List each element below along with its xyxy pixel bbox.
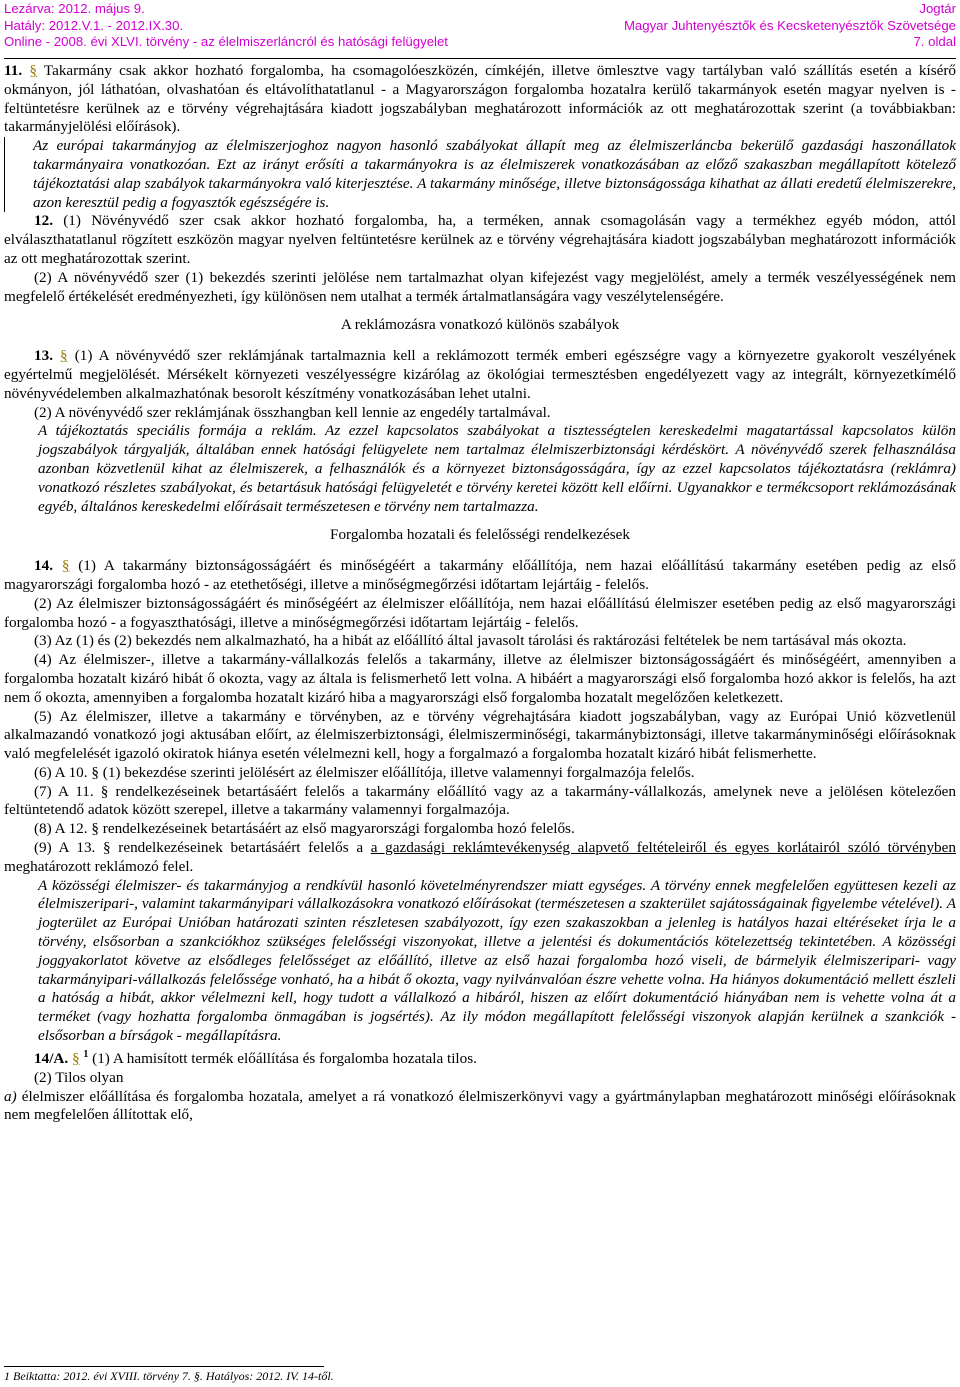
section-number: 14/A.	[34, 1049, 69, 1067]
header-brand: Jogtár	[919, 1, 956, 16]
section-14-paragraph-8: (8) A 12. § rendelkezéseinek betartásáért az első magyarországi forgalomba hozó felelős.	[34, 820, 575, 838]
header-right	[624, 1, 956, 51]
section-14-paragraph-4: (4) Az élelmiszer-, illetve a takarmány-vállalkozás felelős a takarmány, illetve az élelmiszer biztonságosságáért és minőségéért, amennyiben a forgalomba hozatalt kizáró hibát ő okozta, vagy az általa is felismerhető lett volna. A hibáért a magyarországi első forgalomba hozó akkor is felelős, ha azt nem ő okozta, amennyiben a forgalomba hozatalt kizáró hiba a magyarországi első forgalomba hozatalt megelőzően keletkezett.	[4, 651, 956, 706]
section-link[interactable]: §	[71, 1049, 80, 1067]
section-11-paragraph	[4, 62, 956, 137]
paragraph-text: (9) A 13. § rendelkezéseinek betartásáért felelős a	[34, 839, 371, 857]
section-14-paragraph-6: (6) A 10. § (1) bekezdése szerinti jelölésért az élelmiszer előállítója, illetve valamennyi forgalmazója felelős.	[34, 763, 695, 781]
footnote-rule	[4, 1366, 324, 1367]
section-14-paragraph-2: (2) Az élelmiszer biztonságosságáért és minőségéért az élelmiszer előállítója, nem hazai előállítású élelmiszer esetében pedig az első magyarországi forgalomba hozó - a fogyaszthatósági, illetve a minőségmegőrzési időtartam lejártáig - felelős.	[4, 594, 956, 631]
section-14-paragraph-9	[4, 839, 956, 877]
header-rule	[4, 58, 956, 59]
point-label: a)	[4, 1087, 17, 1105]
section-13-paragraph-1	[4, 347, 956, 403]
section-number: 13.	[34, 347, 53, 365]
section-link[interactable]: §	[60, 347, 68, 365]
section-14-paragraph-3: (3) Az (1) és (2) bekezdés nem alkalmazható, ha a hibát az előállító által javasolt tárolási és raktározási feltételek be nem tartásával más okozta.	[34, 632, 907, 650]
point-text: élelmiszer előállítása és forgalomba hozatala, amelyet a rá vonatkozó élelmiszerkönyvi vagy a gyártmánylapban meghatározott minőségi előírásoknak nem megfelelően állítottak elő,	[4, 1087, 956, 1124]
section-text: Takarmány csak akkor hozható forgalomba, ha csomagolóeszközén, címkéjén, illetve ömlesztve vagy tartályban való szállítás esetén a kísérő okmányon, jól láthatóan, olvashatóan és eltávolíthatatlanul - a Magyarországon forgalomba hozatalra kerülő takarmányok esetén magyar nyelven is - feltüntetésre kerülnek az e törvény végrehajtására kiadott jogszabályban meghatározott információk az ott meghatározottak szerint (a továbbiakban: takarmányjelölési előírások).	[4, 62, 956, 136]
section-text: (1) A takarmány biztonságosságáért és minőségéért a takarmány előállítója, nem hazai előállítású takarmány esetében pedig az első magyarországi forgalomba hozó - az etethetőségi, illetve a minőségmegőrzési időtartam lejártáig - felelős.	[4, 557, 957, 593]
section-number: 14.	[34, 557, 53, 575]
section-14a-point-a	[4, 1088, 956, 1126]
section-14a-paragraph-1	[4, 1046, 956, 1069]
document-body	[4, 62, 956, 1125]
section-number: 11.	[4, 62, 23, 79]
paragraph-text: meghatározott reklámozó felel.	[4, 857, 194, 875]
section-14-paragraph-7: (7) A 11. § rendelkezéseinek betartásáért felelős a takarmány előállító vagy az a takarmány-vállalkozás, amelynek neve a jelölésen kötelezően feltüntetendő adatok között szerepel, illetve a takarmány valamennyi forgalmazója.	[4, 782, 956, 819]
referenced-law-link[interactable]: a gazdasági reklámtevékenység alapvető feltételeiről és egyes korlátairól szóló törvényben	[370, 839, 956, 857]
footnote-reference[interactable]: 1	[83, 1048, 89, 1060]
header-law-title: Online - 2008. évi XLVI. törvény - az élelmiszerláncról és hatósági felügyelet	[4, 34, 448, 49]
section-14-paragraph-5: (5) Az élelmiszer, illetve a takarmány e törvényben, az e törvény végrehajtására kiadott jogszabályban, vagy az Európai Unió közvetlenül alkalmazandó vonatkozó jogi aktusában előírt, az élelmiszerbiztonsági, élelmiszerminőségi, takarmánybiztonsági, illetve takarmányminőségi előírásoknak való megfelelését igazoló okiratok hiánya esetén vélelmezni kell, hogy a forgalmazó a forgalomba hozatalt kizáró hibát felismerhette.	[4, 707, 956, 763]
section-12-paragraph-2: (2) A növényvédő szer (1) bekezdés szerinti jelölése nem tartalmazhat olyan kifejezést vagy megjelölést, amely a termék veszélyességének nem megfelelő értékelését eredményezheti, így különösen nem utalhat a termék ártalmatlanságára vagy veszélytelenségére.	[4, 268, 956, 305]
section-text: (1) Növényvédő szer csak akkor hozható forgalomba, ha, a terméken, annak csomagolásán vagy a termékhez egyéb módon, attól elválaszthatatlanul rögzített eszközön magyar nyelven feltüntetésre kerülnek az e törvény végrehajtására kiadott jogszabályban meghatározott információk az ott meghatározottak szerint.	[4, 212, 956, 267]
section-14a-paragraph-2: (2) Tilos olyan	[34, 1068, 124, 1086]
section-13-paragraph-2: (2) A növényvédő szer reklámjának összhangban kell lennie az engedély tartalmával.	[34, 403, 551, 421]
section-number: 12.	[34, 212, 53, 230]
subheading-advertising: A reklámozásra vonatkozó különös szabályok	[340, 316, 620, 334]
section-12-paragraph-1	[4, 212, 956, 268]
section-13-commentary: A tájékoztatás speciális formája a reklám. Az ezzel kapcsolatos szabályokat a tisztességtelen kereskedelmi magatartással kapcsolatos külön jogszabályok tárgyalják, általában ennek hatósági felügyelete nem tartalmaz élelmiszerbiztonsági kérdéskört. A növényvédő szerek felhasználása azonban közvetlenül kihat az élelmiszerek, a felhasználók és a környezet biztonságosságára, így az ezzel kapcsolatos tájékoztatásra (reklámra) vonatkozó részletes szabályokat, és betartásuk hatósági felügyeletét e törvény keretei között kell előírni. Ugyanakkor e termékcsoport reklámozásának egyéb, általános kereskedelmi előírásait természetesen e törvény nem tartalmazza.	[38, 422, 956, 515]
page-header	[4, 0, 956, 60]
section-link[interactable]: §	[61, 557, 70, 575]
section-11-commentary: Az európai takarmányjog az élelmiszerjoghoz nagyon hasonló szabályokat állapít meg az élelmiszerláncba bekerülő gazdasági haszonállatok takarmányaira vonatkozóan. Ezt az irányt erősíti a takarmányokra is az élelmiszerek vonatkozásában az előző szakaszban megállapított kötelező tájékoztatási alap szabályok takarmányokra való kiterjesztése. A takarmány minősége, illetve biztonságossága kihathat az állati eredetű élelmiszerekre, azon keresztül pedig a fogyasztók egészségére is.	[4, 137, 956, 212]
section-14-commentary: A közösségi élelmiszer- és takarmányjog a rendkívül hasonló követelményrendszer miatt egységes. A törvény ennek megfelelően együttesen kezeli az élelmiszeripari-, valamint takarmányipari vállalkozásokra vonatkozó előírásokat (természetesen a szakterület sajátosságainak figyelembe vételével). A jogterület az Európai Unióban határozati szinten részletesen szabályozott, így ezen szakaszokban a jelenleg is hatályos hazai eltérésekеt írja le a törvény, elsősorban a szankciókhoz szükséges felelősségi viszonyokat, illetve a jelentési és dokumentációs kötelezettség tekintetében. A közösségi joggyakorlatot követve az elsődleges felelősséget az előállító, illetve az első hazai forgalomba hozó viseli, de bármelyik élelmiszeripari- vagy takarmányipari-vállalkozás felelőssége vonható, ha a hibát ő okozta, vagy nyilvánvalóan észre vehette volna. Ha hiányos dokumentáció mellett észleli a hatóság a hibát, akkor vélelmezni kell, hogy tudott a vállalkozó a hibáról, hiszen az előírt dokumentáció hiányában nem is vehette volna át a terméket (vagy hozhatta forgalomba önmagában is jogsértés). Az ily módon megállapított felelősségi viszonyok alapján kerülnek a szankciók - elsősorban a bírságok - megállapításra.	[38, 876, 956, 1045]
subheading-liability: Forgalomba hozatali és felelősségi rendelkezések	[330, 526, 630, 544]
header-page-number: 7. oldal	[913, 34, 956, 49]
section-text: (1) A hamisított termék előállítása és forgalomba hozatala tilos.	[88, 1049, 477, 1067]
header-organization: Magyar Juhtenyésztők és Kecsketenyésztők Szövetsége	[623, 17, 956, 33]
section-link[interactable]: §	[29, 62, 37, 79]
footnote: 1 Beiktatta: 2012. évi XVIII. törvény 7. §. Hatályos: 2012. IV. 14-től.	[4, 1369, 334, 1383]
header-closed-date: Lezárva: 2012. május 9.	[4, 1, 145, 16]
header-left	[4, 1, 448, 51]
section-text: (1) A növényvédő szer reklámjának tartalmaznia kell a reklámozott termék emberi egészségre vagy a környezetre gyakorolt veszélyének egyértelmű megjelölését. Mérsékelt környezeti veszélyességre kizárólag az ökológiai termesztésben engedélyezett vagy az integrált, környezetkímélő növényvédelemben alkalmazhatónak besorolt készítmény vonatkozásában lehet utalni.	[4, 347, 956, 402]
section-14-paragraph-1	[4, 557, 956, 595]
header-effect-range: Hatály: 2012.V.1. - 2012.IX.30.	[4, 17, 184, 33]
